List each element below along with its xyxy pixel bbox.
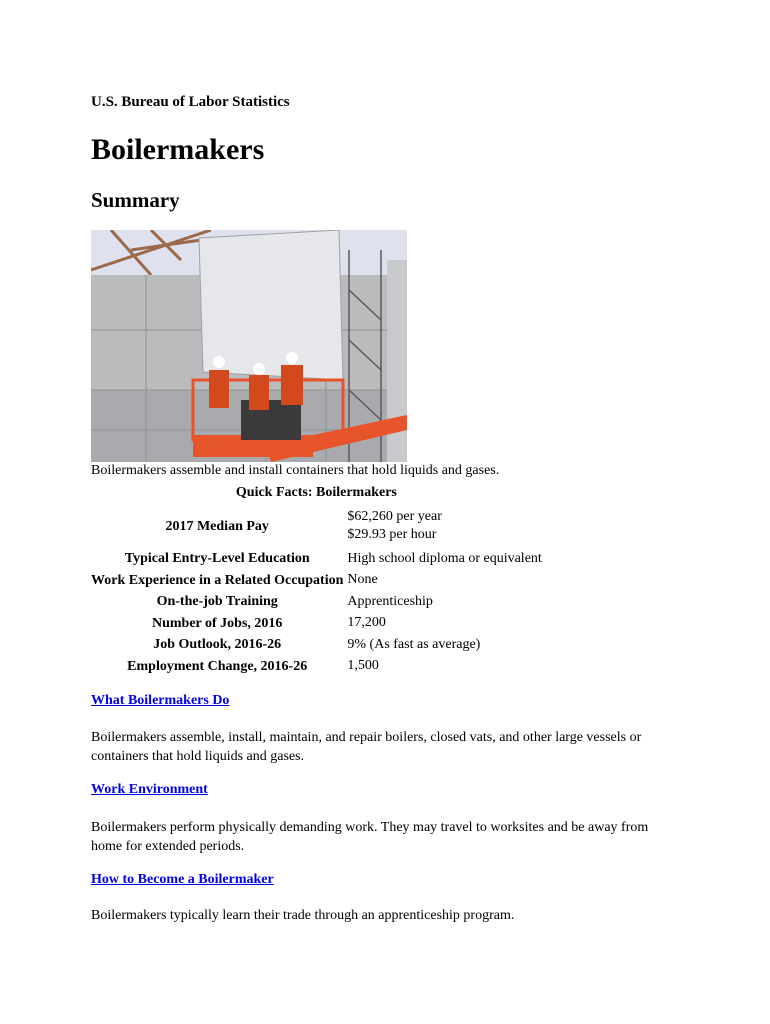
table-row — [91, 548, 542, 570]
table-row — [91, 591, 542, 613]
table-row — [91, 504, 542, 548]
what-boilermakers-do-link[interactable]: What Boilermakers Do — [91, 693, 230, 708]
median-pay-yearly: $62,260 per year — [347, 509, 442, 524]
table-row — [91, 613, 542, 635]
row-label: Job Outlook, 2016-26 — [153, 637, 282, 653]
table-row — [91, 656, 542, 678]
row-value: None — [347, 572, 378, 588]
page-title: Boilermakers — [91, 133, 265, 166]
quick-facts-table — [91, 483, 542, 677]
row-value: High school diploma or equivalent — [347, 550, 542, 566]
quick-facts-caption: Quick Facts: Boilermakers — [235, 485, 397, 500]
row-value: 17,200 — [347, 615, 386, 631]
row-label: On-the-job Training — [156, 594, 278, 610]
row-label: Number of Jobs, 2016 — [151, 615, 283, 631]
boilermakers-photo — [91, 230, 407, 462]
how-to-become-text: Boilermakers typically learn their trade through an apprenticeship program. — [91, 908, 515, 923]
row-label: 2017 Median Pay — [165, 518, 269, 534]
row-value: Apprenticeship — [347, 593, 433, 609]
table-row — [91, 570, 542, 592]
row-label: Employment Change, 2016-26 — [127, 658, 308, 674]
table-row — [91, 634, 542, 656]
photo-caption: Boilermakers assemble and install containers that hold liquids and gases. — [91, 463, 500, 478]
summary-heading: Summary — [91, 188, 180, 212]
row-value: 1,500 — [347, 658, 379, 674]
row-label: Work Experience in a Related Occupation — [91, 572, 344, 588]
row-value: 9% (As fast as average) — [347, 636, 481, 652]
row-value — [345, 504, 541, 548]
median-pay-hourly: $29.93 per hour — [347, 527, 437, 542]
agency-name: U.S. Bureau of Labor Statistics — [91, 94, 290, 110]
work-environment-text: Boilermakers perform physically demanding work. They may travel to worksites and be away from home for extended periods. — [91, 820, 649, 854]
work-environment-link[interactable]: Work Environment — [91, 782, 208, 797]
how-to-become-link[interactable]: How to Become a Boilermaker — [91, 872, 274, 887]
what-boilermakers-do-text: Boilermakers assemble, install, maintain, and repair boilers, closed vats, and other large vessels or containers that hold liquids and gases. — [91, 730, 642, 764]
row-label: Typical Entry-Level Education — [124, 551, 310, 567]
